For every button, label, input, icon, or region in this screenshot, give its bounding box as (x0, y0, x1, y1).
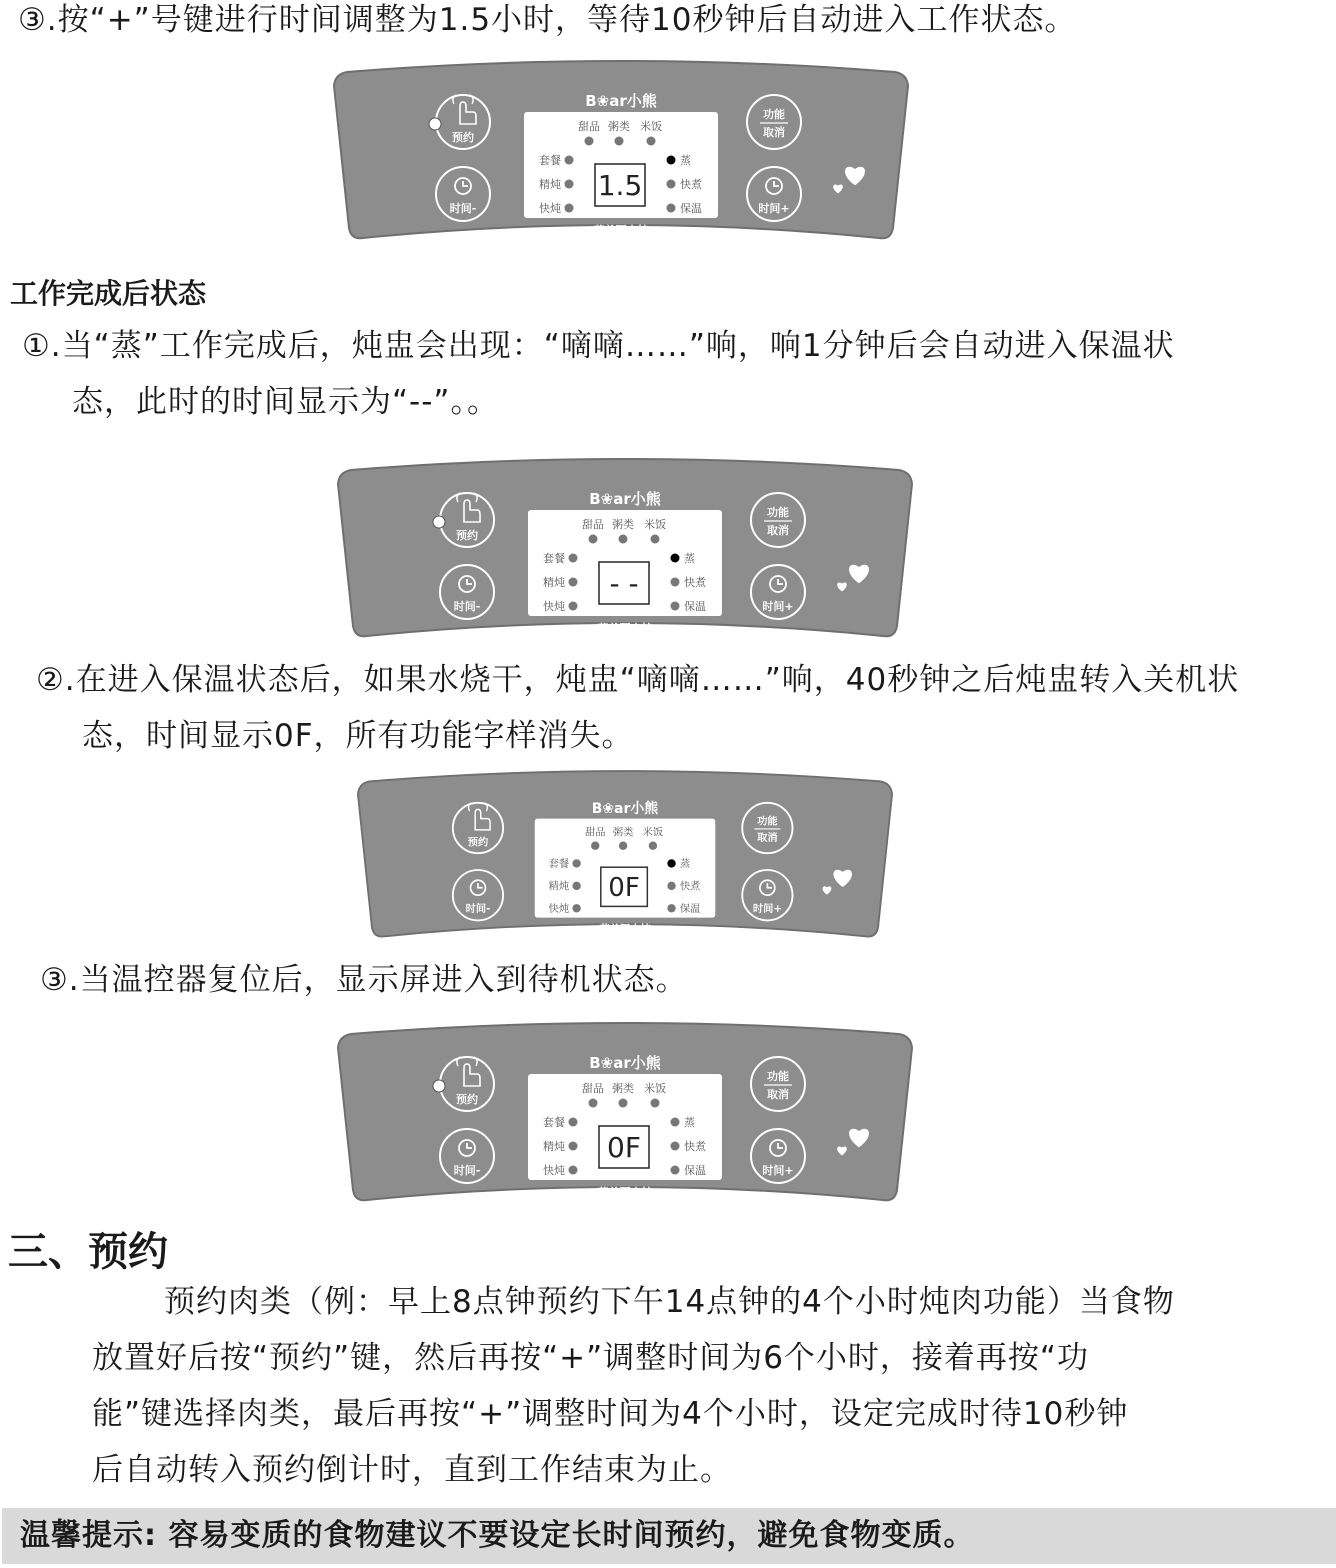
brand-logo: B❀ar小熊 (591, 801, 659, 818)
menu-label-rice: 米饭 (642, 826, 664, 839)
led-steam (671, 554, 680, 563)
led-set-meal (569, 1118, 578, 1127)
menu-label-steam: 蒸 (679, 858, 691, 871)
led-slow-stew (572, 882, 580, 890)
step3-setting-text: ③.按“+”号键进行时间调整为1.5小时，等待10秒钟后自动进入工作状态。 (18, 2, 1077, 38)
reserve-label: 预约 (456, 529, 478, 542)
time-display: 0F (607, 1131, 641, 1164)
after-work-item2-line1: ②.在进入保温状态后，如果水烧干，炖盅“嘀嘀……”响，40秒钟之后炖盅转入关机状 (36, 662, 1240, 698)
reserve-indicator-led (433, 1080, 445, 1092)
led-quick-stew (569, 602, 578, 611)
menu-label-steam: 蒸 (684, 552, 695, 565)
menu-label-rice: 米饭 (640, 120, 662, 133)
panel-footer-label: 营养隔水炖 (597, 1186, 653, 1199)
reserve-label: 预约 (467, 836, 489, 849)
time-plus-label: 时间+ (758, 202, 790, 215)
menu-label-dessert: 甜品 (582, 1082, 604, 1095)
section3-heading: 三、预约 (8, 1229, 168, 1275)
led-slow-stew (569, 578, 578, 587)
menu-label-steam: 蒸 (684, 1116, 695, 1129)
led-set-meal (572, 859, 580, 867)
menu-label-porridge: 粥类 (608, 120, 630, 133)
menu-label-porridge: 粥类 (612, 826, 634, 839)
led-rice (649, 842, 657, 850)
panel-footer-label: 营养隔水炖 (593, 224, 649, 237)
after-work-heading: 工作完成后状态 (10, 277, 207, 310)
led-slow-stew (565, 180, 574, 189)
control-panel-1 (333, 62, 909, 242)
control-panel-4 (337, 1024, 913, 1204)
panel-body (338, 1023, 912, 1200)
led-steam (667, 859, 675, 867)
led-dessert (585, 137, 594, 146)
cancel-label: 取消 (767, 524, 789, 537)
section3-para-line2: 放置好后按“预约”键，然后再按“+”调整时间为6个小时，接着再按“功 (92, 1340, 1089, 1376)
led-quick-stew (565, 204, 574, 213)
time-plus-label: 时间+ (762, 1164, 794, 1177)
cancel-label: 取消 (763, 126, 785, 139)
section3-para-line1: 预约肉类（例：早上8点钟预约下午14点钟的4个小时炖肉功能）当食物 (164, 1284, 1175, 1320)
time-display: - - (609, 567, 639, 600)
menu-label-slow-stew: 精炖 (543, 576, 565, 589)
after-work-item3: ③.当温控器复位后，显示屏进入到待机状态。 (40, 962, 688, 998)
time-minus-label: 时间- (465, 902, 491, 916)
led-keep-warm (667, 204, 676, 213)
menu-label-quick-stew: 快炖 (543, 600, 565, 613)
time-display: 1.5 (597, 169, 643, 202)
brand-logo: B❀ar小熊 (589, 1054, 661, 1072)
led-rice (651, 535, 660, 544)
menu-label-quick-boil: 快煮 (679, 880, 701, 893)
menu-label-keep-warm: 保温 (684, 1164, 706, 1177)
led-dessert (589, 1099, 598, 1108)
menu-label-quick-stew: 快炖 (539, 202, 561, 215)
led-set-meal (565, 156, 574, 165)
function-label: 功能 (767, 1070, 789, 1083)
menu-label-quick-boil: 快煮 (680, 178, 702, 191)
menu-label-quick-boil: 快煮 (684, 576, 706, 589)
brand-logo: B❀ar小熊 (585, 92, 657, 110)
menu-label-slow-stew: 精炖 (543, 1140, 565, 1153)
time-minus-label: 时间- (449, 202, 477, 215)
function-label: 功能 (763, 108, 785, 121)
led-porridge (619, 1099, 628, 1108)
menu-label-dessert: 甜品 (578, 120, 600, 133)
menu-label-dessert: 甜品 (584, 826, 606, 839)
time-display: 0F (608, 873, 640, 904)
led-set-meal (569, 554, 578, 563)
menu-label-set-meal: 套餐 (539, 154, 561, 167)
led-porridge (619, 535, 628, 544)
led-quick-stew (572, 904, 580, 912)
time-minus-label: 时间- (453, 600, 481, 613)
panel-body (338, 459, 912, 636)
time-minus-label: 时间- (453, 1164, 481, 1177)
cancel-label: 取消 (767, 1088, 789, 1101)
section3-para-line4: 后自动转入预约倒计时，直到工作结束为止。 (92, 1452, 732, 1488)
led-rice (647, 137, 656, 146)
led-quick-boil (671, 578, 680, 587)
menu-label-set-meal: 套餐 (543, 552, 565, 565)
menu-label-steam: 蒸 (680, 154, 691, 167)
time-plus-label: 时间+ (752, 902, 782, 916)
reserve-label: 预约 (456, 1093, 478, 1106)
led-dessert (591, 842, 599, 850)
control-panel-2 (337, 460, 913, 640)
led-quick-boil (667, 882, 675, 890)
led-steam (667, 156, 676, 165)
section3-para-line3: 能”键选择肉类，最后再按“+”调整时间为4个小时，设定完成时待10秒钟 (92, 1396, 1129, 1432)
time-plus-label: 时间+ (762, 600, 794, 613)
led-dessert (589, 535, 598, 544)
panel-body (358, 771, 892, 936)
after-work-item2-line2: 态，时间显示0F，所有功能字样消失。 (82, 718, 634, 754)
menu-label-slow-stew: 精炖 (539, 178, 561, 191)
cancel-label: 取消 (757, 832, 778, 845)
led-porridge (615, 137, 624, 146)
menu-label-keep-warm: 保温 (684, 600, 706, 613)
function-label: 功能 (757, 815, 778, 828)
function-label: 功能 (767, 506, 789, 519)
menu-label-slow-stew: 精炖 (548, 880, 570, 893)
menu-label-set-meal: 套餐 (543, 1116, 565, 1129)
after-work-item1-line1: ①.当“蒸”工作完成后，炖盅会出现：“嘀嘀……”响，响1分钟后会自动进入保温状 (22, 328, 1175, 364)
led-slow-stew (569, 1142, 578, 1151)
menu-label-dessert: 甜品 (582, 518, 604, 531)
reserve-indicator-led (429, 118, 441, 130)
menu-label-rice: 米饭 (644, 518, 666, 531)
led-quick-boil (667, 180, 676, 189)
menu-label-rice: 米饭 (644, 1082, 666, 1095)
reserve-indicator-led (433, 516, 445, 528)
led-keep-warm (667, 904, 675, 912)
menu-label-quick-stew: 快炖 (543, 1164, 565, 1177)
reserve-label: 预约 (452, 131, 474, 144)
menu-label-quick-stew: 快炖 (548, 902, 570, 916)
after-work-item1-line2: 态，此时的时间显示为“--”。。 (72, 384, 499, 420)
led-quick-boil (671, 1142, 680, 1151)
menu-label-quick-boil: 快煮 (684, 1140, 706, 1153)
led-porridge (619, 842, 627, 850)
panel-footer-label: 营养隔水炖 (597, 622, 653, 635)
menu-label-porridge: 粥类 (612, 1082, 634, 1095)
led-steam (671, 1118, 680, 1127)
tip-banner (2, 1508, 1336, 1564)
panel-footer-label: 营养隔水炖 (599, 923, 651, 936)
led-keep-warm (671, 602, 680, 611)
led-keep-warm (671, 1166, 680, 1175)
brand-logo: B❀ar小熊 (589, 490, 661, 508)
panel-body (334, 61, 908, 238)
led-quick-stew (569, 1166, 578, 1175)
menu-label-set-meal: 套餐 (548, 858, 570, 871)
menu-label-porridge: 粥类 (612, 518, 634, 531)
menu-label-keep-warm: 保温 (680, 202, 702, 215)
menu-label-keep-warm: 保温 (679, 902, 701, 916)
tip-text: 温馨提示: 容易变质的食物建议不要设定长时间预约，避免食物变质。 (20, 1518, 975, 1553)
control-panel-3 (357, 772, 893, 940)
led-rice (651, 1099, 660, 1108)
